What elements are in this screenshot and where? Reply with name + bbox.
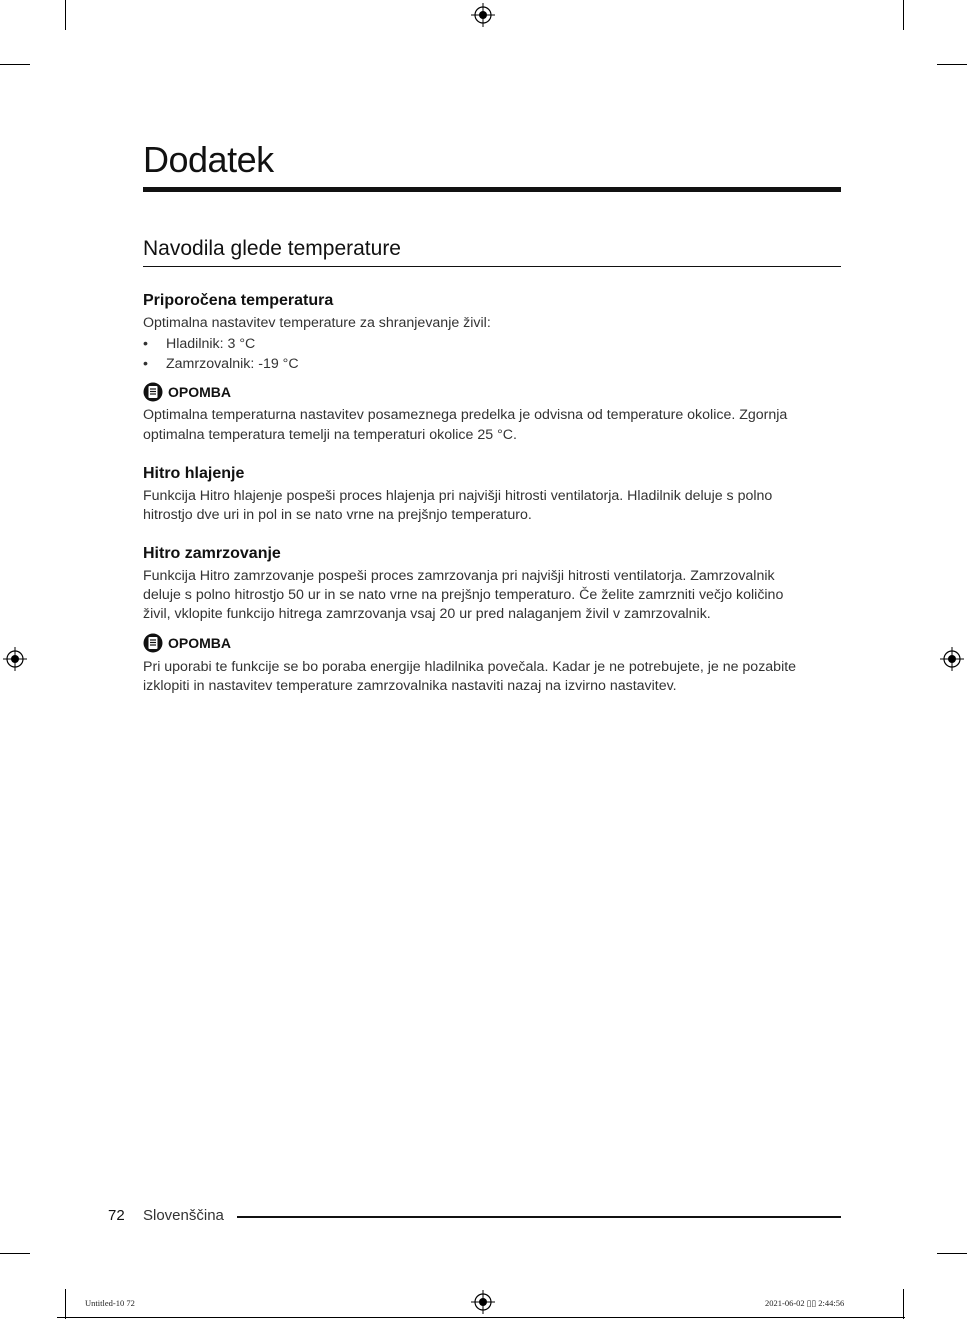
footer-rule [237,1216,841,1218]
page-number: 72 [108,1207,125,1224]
paragraph: Funkcija Hitro hlajenje pospeši proces hlajenja pri najvišji hitrosti ventilatorja. Hladilnik deluje s polno [143,488,773,504]
crop-mark [0,64,30,65]
crop-mark [65,1289,66,1319]
slug-left: Untitled-10 72 [85,1298,135,1308]
slug-rule [57,1317,905,1318]
slug-right: 2021-06-02 ▯▯ 2:44:56 [765,1298,845,1308]
crop-mark [903,0,904,30]
crop-mark [65,0,66,30]
title-rule [143,187,841,192]
subheading-fast-cool: Hitro hlajenje [143,465,245,482]
footer-language: Slovenščina [143,1207,224,1224]
note-text: Optimalna temperaturna nastavitev posameznega predelka je odvisna od temperature okolice. Zgornja [143,407,788,423]
crop-mark [937,64,967,65]
list-item [143,335,255,354]
bullet-dot: • [143,336,148,352]
recommended-intro: Optimalna nastavitev temperature za shranjevanje živil: [143,315,491,331]
registration-mark-icon [471,3,495,27]
bullet-dot: • [143,356,148,372]
note-icon [143,633,163,653]
section-rule [143,266,841,267]
paragraph: hitrostjo dve uri in pol in se nato vrne na prejšnjo temperaturo. [143,507,532,523]
list-item [143,355,299,374]
page-title: Dodatek [143,139,274,180]
registration-mark-icon [3,647,27,671]
note-text: optimalna temperatura temelji na temperaturi okolice 25 °C. [143,427,517,443]
list-item-text: Hladilnik: 3 °C [166,336,256,352]
paragraph: Funkcija Hitro zamrzovanje pospeši proces zamrzovanja pri najvišji hitrosti ventilatorja. Zamrzovalnik [143,568,775,584]
note-label: OPOMBA [168,635,231,651]
paragraph: deluje s polno hitrostjo 50 ur in se nato vrne na prejšnjo temperaturo. Če želite zamrzniti večjo količino [143,587,784,603]
note-icon [143,382,163,402]
note-label: OPOMBA [168,384,231,400]
registration-mark-icon [471,1290,495,1314]
crop-mark [937,1253,967,1254]
subheading-fast-freeze: Hitro zamrzovanje [143,545,281,562]
crop-mark [0,1253,30,1254]
paragraph: živil, vklopite funkcijo hitrega zamrzovanja vsaj 20 ur pred nalaganjem živil v zamrzovalnik. [143,606,711,622]
note-header [143,633,231,653]
note-text: izklopiti in nastavitev temperature zamrzovalnika nastaviti nazaj na izvirno nastavitev. [143,678,677,694]
registration-mark-icon [940,647,964,671]
list-item-text: Zamrzovalnik: -19 °C [166,356,299,372]
crop-mark [903,1289,904,1319]
subheading-recommended: Priporočena temperatura [143,292,334,309]
note-header [143,382,231,402]
note-text: Pri uporabi te funkcije se bo poraba energije hladilnika povečala. Kadar je ne potrebujete, je ne pozabite [143,659,797,675]
section-title: Navodila glede temperature [143,237,401,260]
